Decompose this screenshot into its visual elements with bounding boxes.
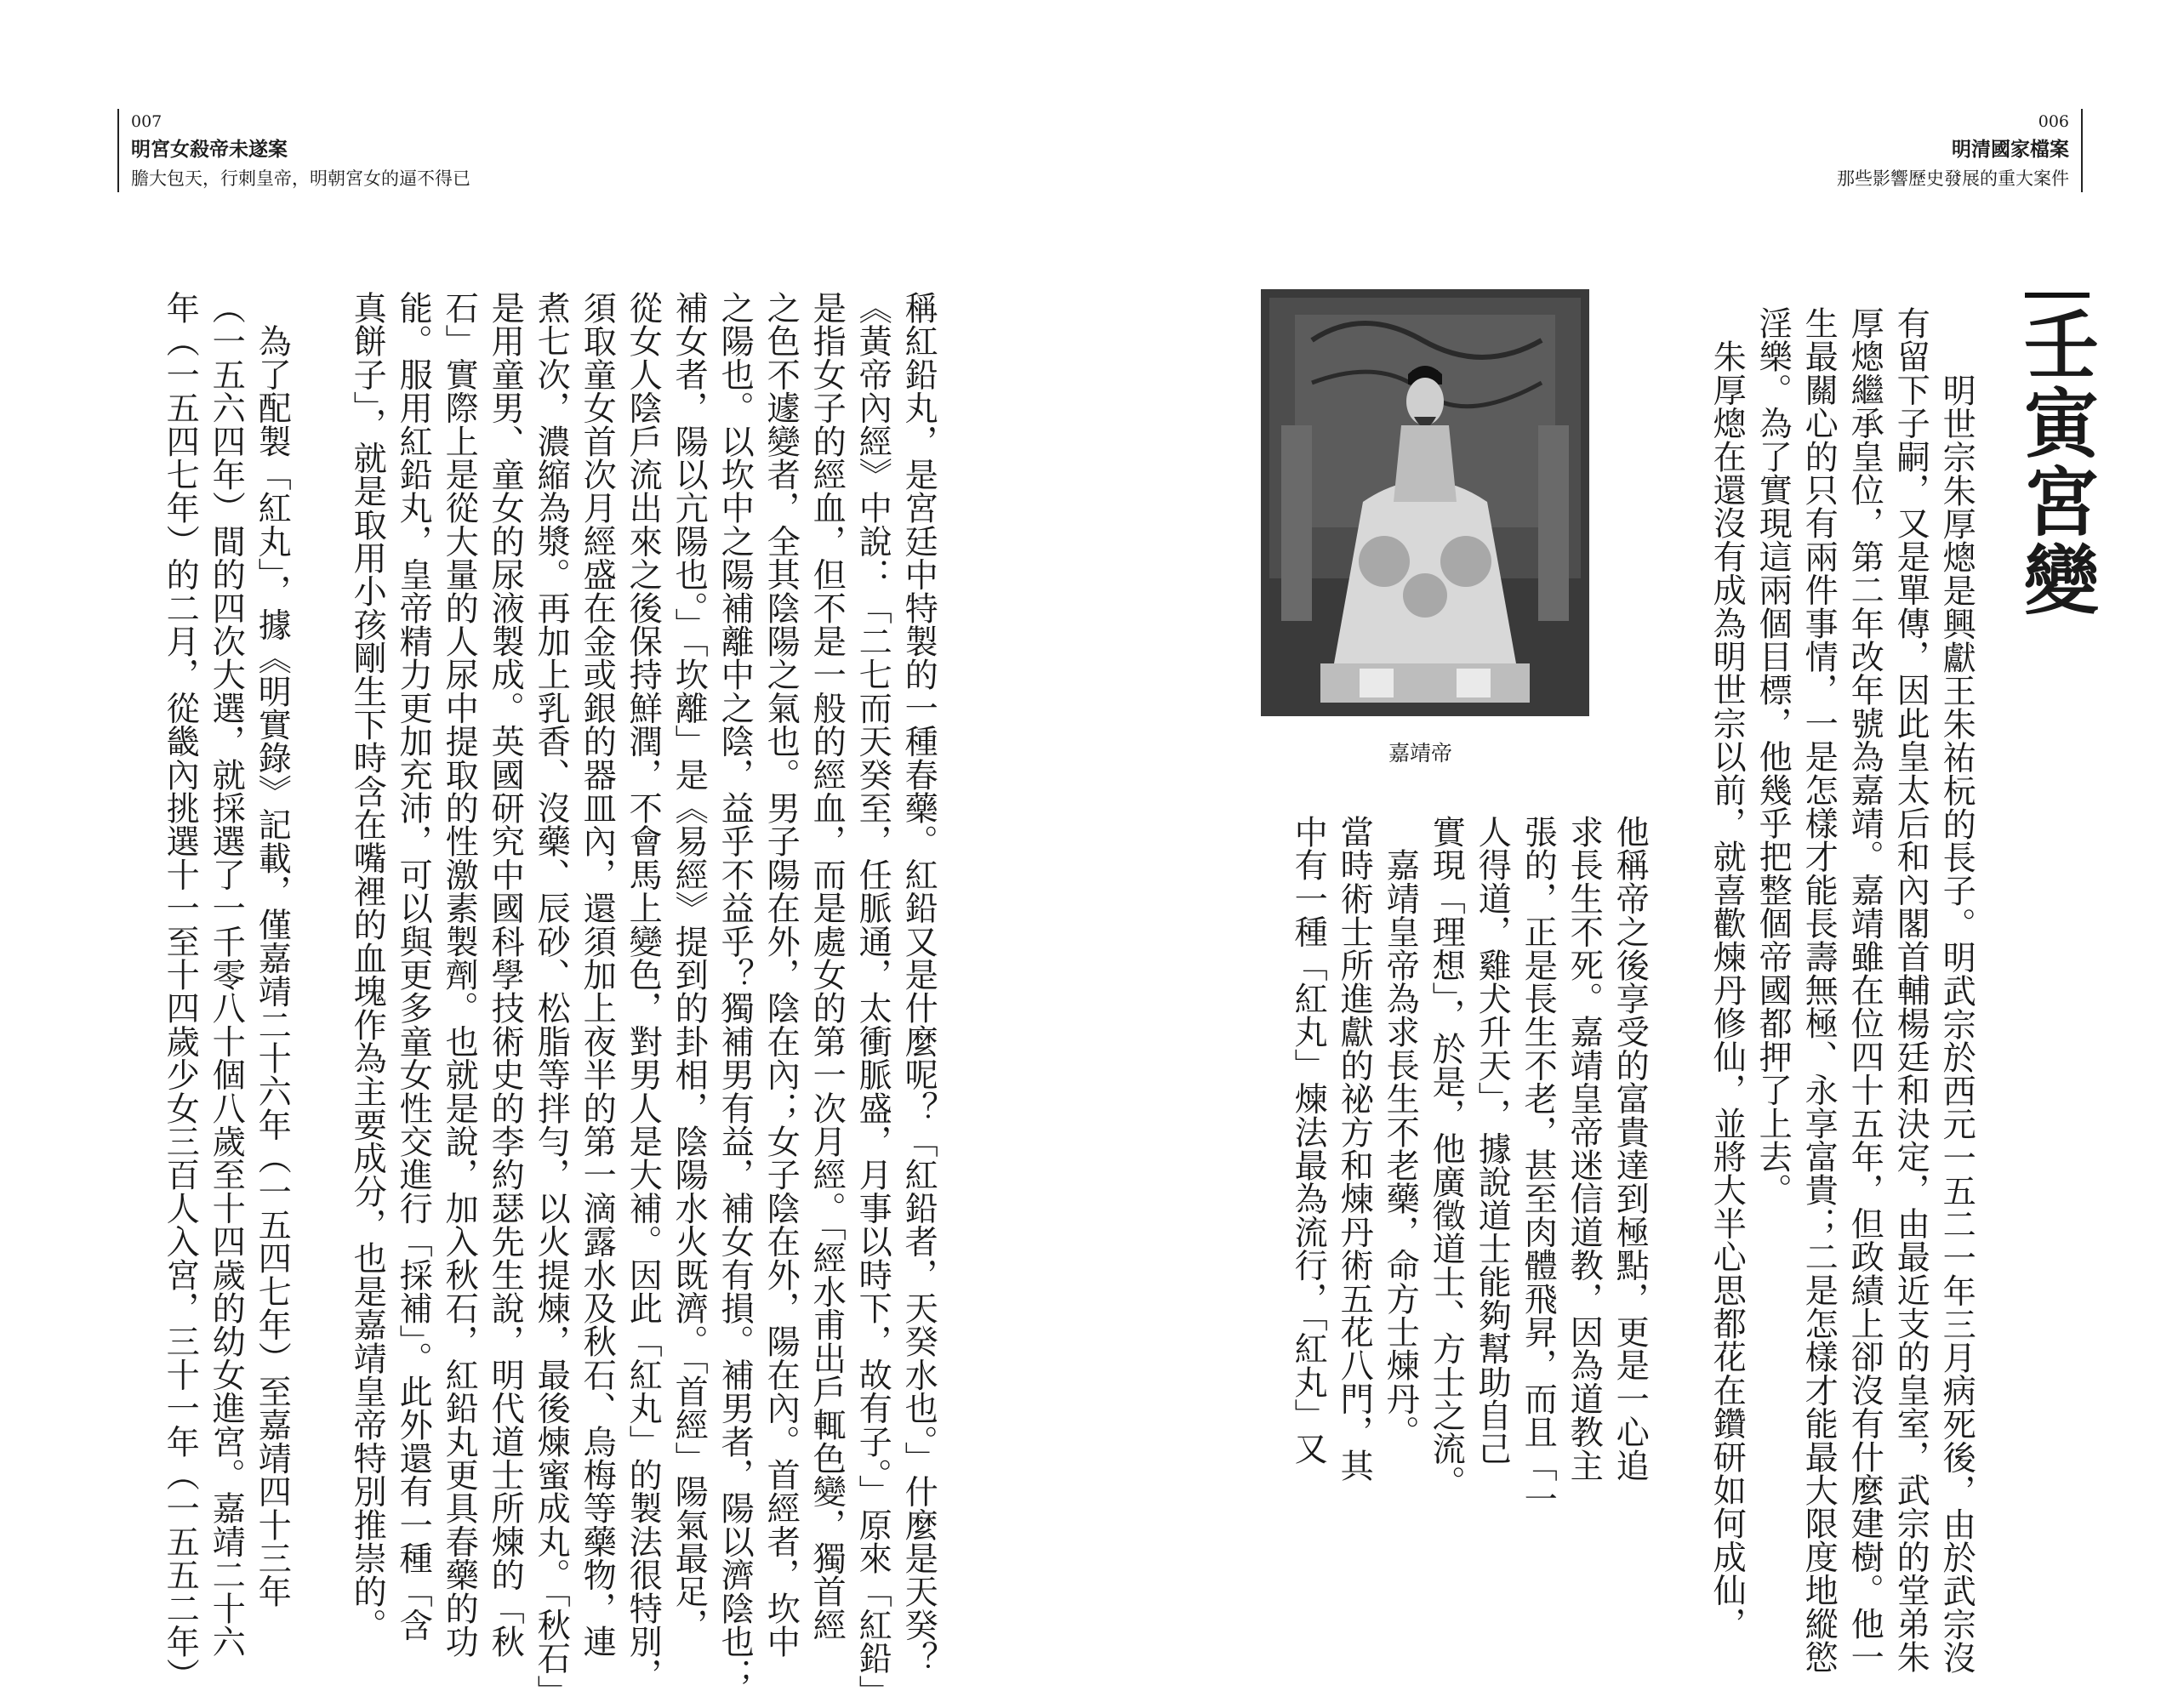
right-body-column: 嘉靖皇帝為求長生不老藥，命方士煉丹。 xyxy=(1381,815,1420,1449)
left-body-column: 須取童女首次月經盛在金或銀的器皿內，還須加上夜半的第一滴露水及秋石、烏梅等藥物，連 xyxy=(578,291,617,1659)
left-body-column: 煮七次，濃縮為漿。再加上乳香、沒藥、辰砂、松脂等拌勻，以火提煉，最後煉蜜成丸。「秋石」 xyxy=(532,291,571,1708)
left-body-column: 《黃帝內經》中說：「二七而天癸至，任脈通，太衝脈盛，月事以時下，故有子。」原來「紅鉛」 xyxy=(853,291,892,1708)
left-body-column: 補女者，陽以亢陽也。」「坎離」是《易經》提到的卦相，陰陽水火既濟。「首經」陽氣最足， xyxy=(670,291,709,1642)
right-body-column: 淫樂。為了實現這兩個目標，他幾乎把整個帝國都押了上去。 xyxy=(1753,306,1793,1207)
right-body-column: 實現「理想」，於是，他廣徵道士、方士之流。 xyxy=(1427,815,1466,1499)
right-header-title: 明清國家檔案 xyxy=(1952,138,2069,161)
portrait-caption: 嘉靖帝 xyxy=(1388,741,1453,766)
right-running-header xyxy=(1837,109,2083,192)
left-header-subtitle: 膽大包天，行刺皇帝，明朝宮女的逼不得已 xyxy=(131,168,470,189)
left-body-column: 能。服用紅鉛丸，皇帝精力更加充沛，可以與更多童女性交進行「採補」。此外還有一種「含 xyxy=(394,291,433,1642)
left-body-column: 是用童男、童女的尿液製成。英國研究中國科學技術史的李約瑟先生說，明代道士所煉的「秋 xyxy=(486,291,525,1659)
right-body-column: 明世宗朱厚熜是興獻王朱祐杬的長子。明武宗於西元一五二一年三月病死後，由於武宗沒 xyxy=(1937,340,1976,1674)
right-body-column: 有留下子嗣，又是單傳，因此皇太后和內閣首輔楊廷和決定，由最近支的皇室，武宗的堂弟朱 xyxy=(1891,306,1930,1674)
right-body-column: 求長生不死。嘉靖皇帝迷信道教，因為道教主 xyxy=(1565,815,1604,1482)
right-body-column: 當時術士所進獻的祕方和煉丹術五花八門，其 xyxy=(1335,815,1374,1482)
right-body-column: 中有一種「紅丸」煉法最為流行，「紅丸」又 xyxy=(1289,815,1328,1466)
right-body-column: 他稱帝之後享受的富貴達到極點，更是一心追 xyxy=(1611,815,1650,1482)
left-header-title: 明宮女殺帝未遂案 xyxy=(131,138,288,161)
right-body-column: 人得道，雞犬升天」，據說道士能夠幫助自己 xyxy=(1473,815,1512,1466)
left-page-number: 007 xyxy=(131,112,162,131)
right-page-number: 006 xyxy=(2038,112,2069,131)
right-header-subtitle: 那些影響歷史發展的重大案件 xyxy=(1837,168,2069,189)
section-heading: 壬寅宮變 xyxy=(2012,306,2100,619)
left-body-column: （一五六四年）間的四次大選，就採選了一千零八十個八歲至十四歲的幼女進宮。嘉靖二十六 xyxy=(207,291,246,1659)
left-body-column: 石」實際上是從大量的人尿中提取的性激素製劑。也就是說，加入秋石，紅鉛丸更具春藥的功 xyxy=(440,291,479,1659)
left-body-column: 是指女子的經血，但不是一般的經血，而是處女的第一次月經。「經水甫出戶輒色變，獨首經 xyxy=(807,291,847,1642)
right-body-column: 生最關心的只有兩件事情，一是怎樣才能長壽無極、永享富貴；二是怎樣才能最大限度地縱慾 xyxy=(1799,306,1839,1674)
left-running-header xyxy=(117,109,470,192)
left-body-column: 真餅子」，就是取用小孩剛生下時含在嘴裡的血塊作為主要成分，也是嘉靖皇帝特別推崇的。 xyxy=(348,291,387,1642)
left-body-column: 年（一五四七年）的二月，從畿內挑選十一至十四歲少女三百人入宮，三十一年（一五五二年） xyxy=(161,291,200,1692)
right-body-column: 厚熜繼承皇位，第二年改年號為嘉靖。嘉靖雖在位四十五年，但政績上卻沒有什麼建樹。他一 xyxy=(1845,306,1884,1674)
heading-rule xyxy=(2025,293,2090,298)
right-body-column: 張的，正是長生不老，甚至肉體飛昇，而且「一 xyxy=(1519,815,1558,1516)
left-body-column: 為了配製「紅丸」，據《明實錄》記載，僅嘉靖二十六年（一五四七年）至嘉靖四十三年 xyxy=(253,291,292,1608)
emperor-portrait-image xyxy=(1261,289,1589,716)
left-body-column: 稱紅鉛丸，是宮廷中特製的一種春藥。紅鉛又是什麼呢？「紅鉛者，天癸水也。」什麼是天癸？ xyxy=(899,291,938,1675)
left-body-column: 從女人陰戶流出來之後保持鮮潤，不會馬上變色，對男人是大補。因此「紅丸」的製法很特別， xyxy=(624,291,663,1692)
left-body-column: 之色不遽變者，全其陰陽之氣也。男子陽在外，陰在內；女子陰在外，陽在內。首經者，坎中 xyxy=(761,291,801,1659)
left-body-column: 之陽也。以坎中之陽補離中之陰，益乎不益乎？獨補男有益，補女有損。補男者，陽以濟陰也； xyxy=(716,291,755,1692)
right-body-column: 朱厚熜在還沒有成為明世宗以前，就喜歡煉丹修仙，並將大半心思都花在鑽研如何成仙， xyxy=(1708,306,1747,1640)
